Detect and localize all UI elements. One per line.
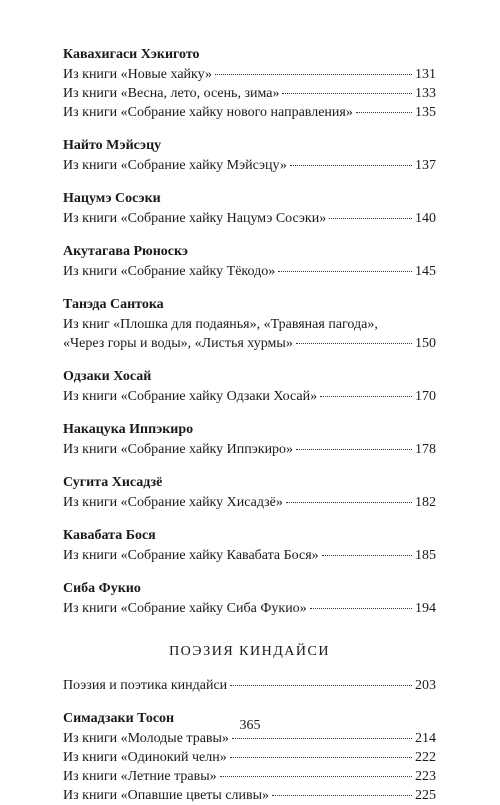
dot-leader — [296, 449, 412, 450]
entry-title: Из книги «Собрание хайку Мэйсэцу» — [63, 158, 287, 173]
dot-leader — [286, 502, 412, 503]
entry-page: 135 — [415, 105, 436, 120]
entry-title: Из книги «Собрание хайку нового направления» — [63, 105, 353, 120]
dot-leader — [282, 93, 412, 94]
entry-title: Из книги «Собрание хайку Нацумэ Сосэки» — [63, 211, 327, 226]
dot-leader — [296, 343, 412, 344]
entry-title: Поэзия и поэтика киндайси — [63, 678, 228, 693]
toc-entry-multiline — [63, 315, 436, 353]
entry-page: 178 — [415, 442, 436, 457]
entry-page: 170 — [415, 389, 436, 404]
author-heading: Кавабата Бося — [63, 528, 156, 543]
toc-entry — [63, 84, 436, 103]
author-heading: Сугита Хисадзё — [63, 475, 163, 490]
entry-title-line: Из книг «Плошка для подаянья», «Травяная пагода», — [63, 317, 378, 332]
author-heading: Сиба Фукио — [63, 581, 141, 596]
entry-title: Из книги «Собрание хайку Сиба Фукио» — [63, 601, 307, 616]
toc-entry — [63, 65, 436, 84]
entry-page: 137 — [415, 158, 436, 173]
author-heading: Одзаки Хосай — [63, 369, 152, 384]
toc-entry — [63, 334, 436, 353]
author-heading: Танэда Сантока — [63, 297, 164, 312]
author-heading: Нацумэ Сосэки — [63, 191, 161, 206]
toc-entry — [63, 546, 436, 565]
entry-page: 140 — [415, 211, 436, 226]
entry-title: Из книги «Собрание хайку Одзаки Хосай» — [63, 389, 318, 404]
dot-leader — [220, 776, 412, 777]
entry-page: 182 — [415, 495, 436, 510]
entry-title: «Через горы и воды», «Листья хурмы» — [63, 336, 293, 351]
entry-title: Из книги «Весна, лето, осень, зима» — [63, 86, 280, 101]
entry-title: Из книги «Опавшие цветы сливы» — [63, 788, 270, 803]
entry-page: 203 — [415, 678, 436, 693]
dot-leader — [230, 685, 412, 686]
author-heading: Кавахигаси Хэкигото — [63, 47, 200, 62]
dot-leader — [215, 74, 412, 75]
toc-entry — [63, 676, 436, 695]
entry-title: Из книги «Летние травы» — [63, 769, 217, 784]
entry-page: 214 — [415, 731, 436, 746]
toc-entry — [63, 156, 436, 175]
entry-title: Из книги «Собрание хайку Хисадзё» — [63, 495, 283, 510]
dot-leader — [320, 396, 412, 397]
entry-title: Из книги «Одинокий челн» — [63, 750, 227, 765]
entry-page: 223 — [415, 769, 436, 784]
entry-page: 225 — [415, 788, 436, 803]
entry-page: 222 — [415, 750, 436, 765]
dot-leader — [322, 555, 412, 556]
entry-title: Из книги «Новые хайку» — [63, 67, 212, 82]
toc-entry — [63, 387, 436, 406]
toc-entry — [63, 209, 436, 228]
entry-page: 185 — [415, 548, 436, 563]
table-of-contents — [63, 45, 436, 805]
toc-entry — [63, 786, 436, 805]
dot-leader — [356, 112, 412, 113]
entry-page: 150 — [415, 336, 436, 351]
dot-leader — [310, 608, 412, 609]
author-heading: Накацука Иппэкиро — [63, 422, 194, 437]
dot-leader — [232, 738, 412, 739]
dot-leader — [272, 795, 412, 796]
page-number: 365 — [239, 718, 261, 733]
toc-entry — [63, 599, 436, 618]
entry-title: Из книги «Собрание хайку Тёкодо» — [63, 264, 276, 279]
entry-page: 145 — [415, 264, 436, 279]
section-title: ПОЭЗИЯ КИНДАЙСИ — [169, 644, 330, 659]
entry-title: Из книги «Собрание хайку Иппэкиро» — [63, 442, 294, 457]
dot-leader — [278, 271, 412, 272]
dot-leader — [290, 165, 412, 166]
dot-leader — [329, 218, 412, 219]
toc-entry — [63, 748, 436, 767]
dot-leader — [230, 757, 412, 758]
author-heading: Симадзаки Тосон — [63, 711, 175, 726]
entry-page: 133 — [415, 86, 436, 101]
author-heading: Акутагава Рюноскэ — [63, 244, 188, 259]
entry-title: Из книги «Молодые травы» — [63, 731, 229, 746]
entry-title: Из книги «Собрание хайку Кавабата Бося» — [63, 548, 319, 563]
entry-page: 194 — [415, 601, 436, 616]
entry-page: 131 — [415, 67, 436, 82]
author-heading: Найто Мэйсэцу — [63, 138, 162, 153]
toc-entry — [63, 440, 436, 459]
toc-entry — [63, 767, 436, 786]
toc-entry — [63, 493, 436, 512]
toc-entry — [63, 103, 436, 122]
toc-entry — [63, 262, 436, 281]
